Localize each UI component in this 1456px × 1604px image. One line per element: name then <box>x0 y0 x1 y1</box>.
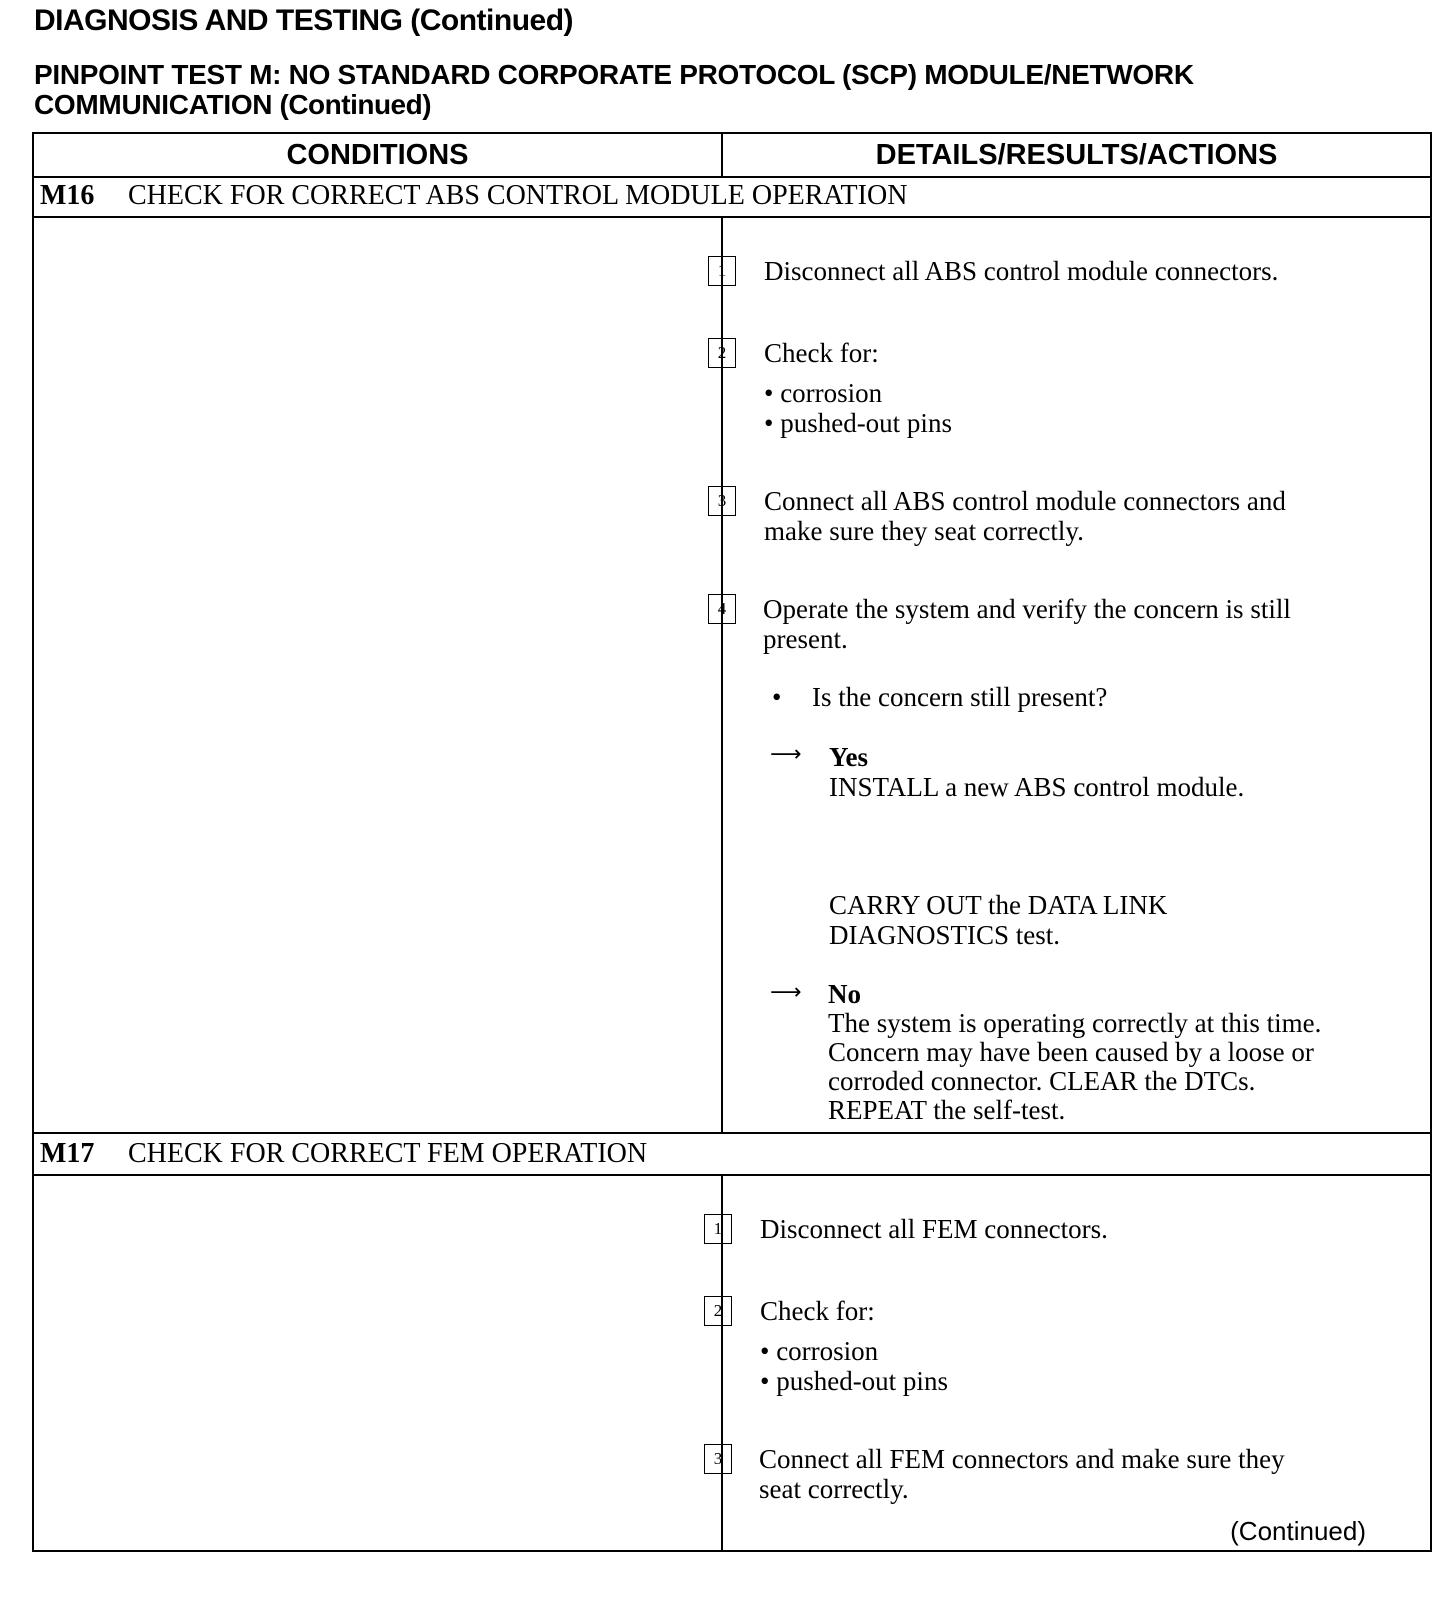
step-text: Connect all FEM connectors and make sure they seat correctly. <box>759 1444 1285 1504</box>
list-item: • corrosion <box>760 1336 879 1366</box>
list-item: • corrosion <box>764 378 883 408</box>
step-m17-header <box>34 1132 1430 1176</box>
question-bullet: • <box>772 682 782 712</box>
section-title-main: COMMUNICATION <box>34 89 273 120</box>
section-title-continued: (Continued) <box>272 89 432 120</box>
pinpoint-test-table <box>32 132 1432 1552</box>
step-m16-header <box>34 176 1430 218</box>
step-title: CHECK FOR CORRECT FEM OPERATION <box>128 1138 648 1169</box>
step-number-box: 2 <box>708 338 736 368</box>
section-title-line-1: PINPOINT TEST M: NO STANDARD CORPORATE PROTOCOL (SCP) MODULE/NETWORK <box>34 59 1194 90</box>
step-text: Operate the system and verify the concern is still present. <box>763 594 1291 654</box>
question-text: Is the concern still present? <box>812 682 1108 712</box>
continued-note: (Continued) <box>1230 1516 1366 1546</box>
list-item: • pushed-out pins <box>764 408 952 438</box>
step-number-box: 3 <box>708 486 736 516</box>
arrow-right-icon: ⟶ <box>770 980 802 1005</box>
step-text: Connect all ABS control module connectors and make sure they seat correctly. <box>764 486 1286 546</box>
step-number-box: 4 <box>708 594 736 624</box>
conditions-column-header: CONDITIONS <box>34 134 723 178</box>
details-column-header: DETAILS/RESULTS/ACTIONS <box>723 134 1430 178</box>
yes-result: Yes INSTALL a new ABS control module. CARRY OUT the DATA LINK DIAGNOSTICS test. <box>829 742 1245 950</box>
step-text: Check for: <box>764 338 879 368</box>
step-title: CHECK FOR CORRECT ABS CONTROL MODULE OPERATION <box>128 180 908 211</box>
step-text: Disconnect all ABS control module connectors. <box>764 256 1279 286</box>
step-text: Disconnect all FEM connectors. <box>760 1214 1108 1244</box>
step-number-box: 3 <box>704 1444 732 1474</box>
step-number-box: 1 <box>704 1214 732 1244</box>
step-number: M17 <box>40 1138 95 1169</box>
page-title: DIAGNOSIS AND TESTING (Continued) <box>34 4 574 37</box>
step-number-box: 2 <box>704 1296 732 1326</box>
step-number: M16 <box>40 180 95 211</box>
step-number-box: 1 <box>708 256 736 286</box>
step-text: Check for: <box>760 1296 875 1326</box>
arrow-right-icon: ⟶ <box>770 742 802 767</box>
no-result: No The system is operating correctly at this time. Concern may have been caused by a loose or corroded connector. CLEAR the DTCs. REPEAT the self-test. <box>828 979 1322 1125</box>
section-title <box>34 60 1194 120</box>
section-title-line-2 <box>34 90 1194 120</box>
list-item: • pushed-out pins <box>760 1366 948 1396</box>
